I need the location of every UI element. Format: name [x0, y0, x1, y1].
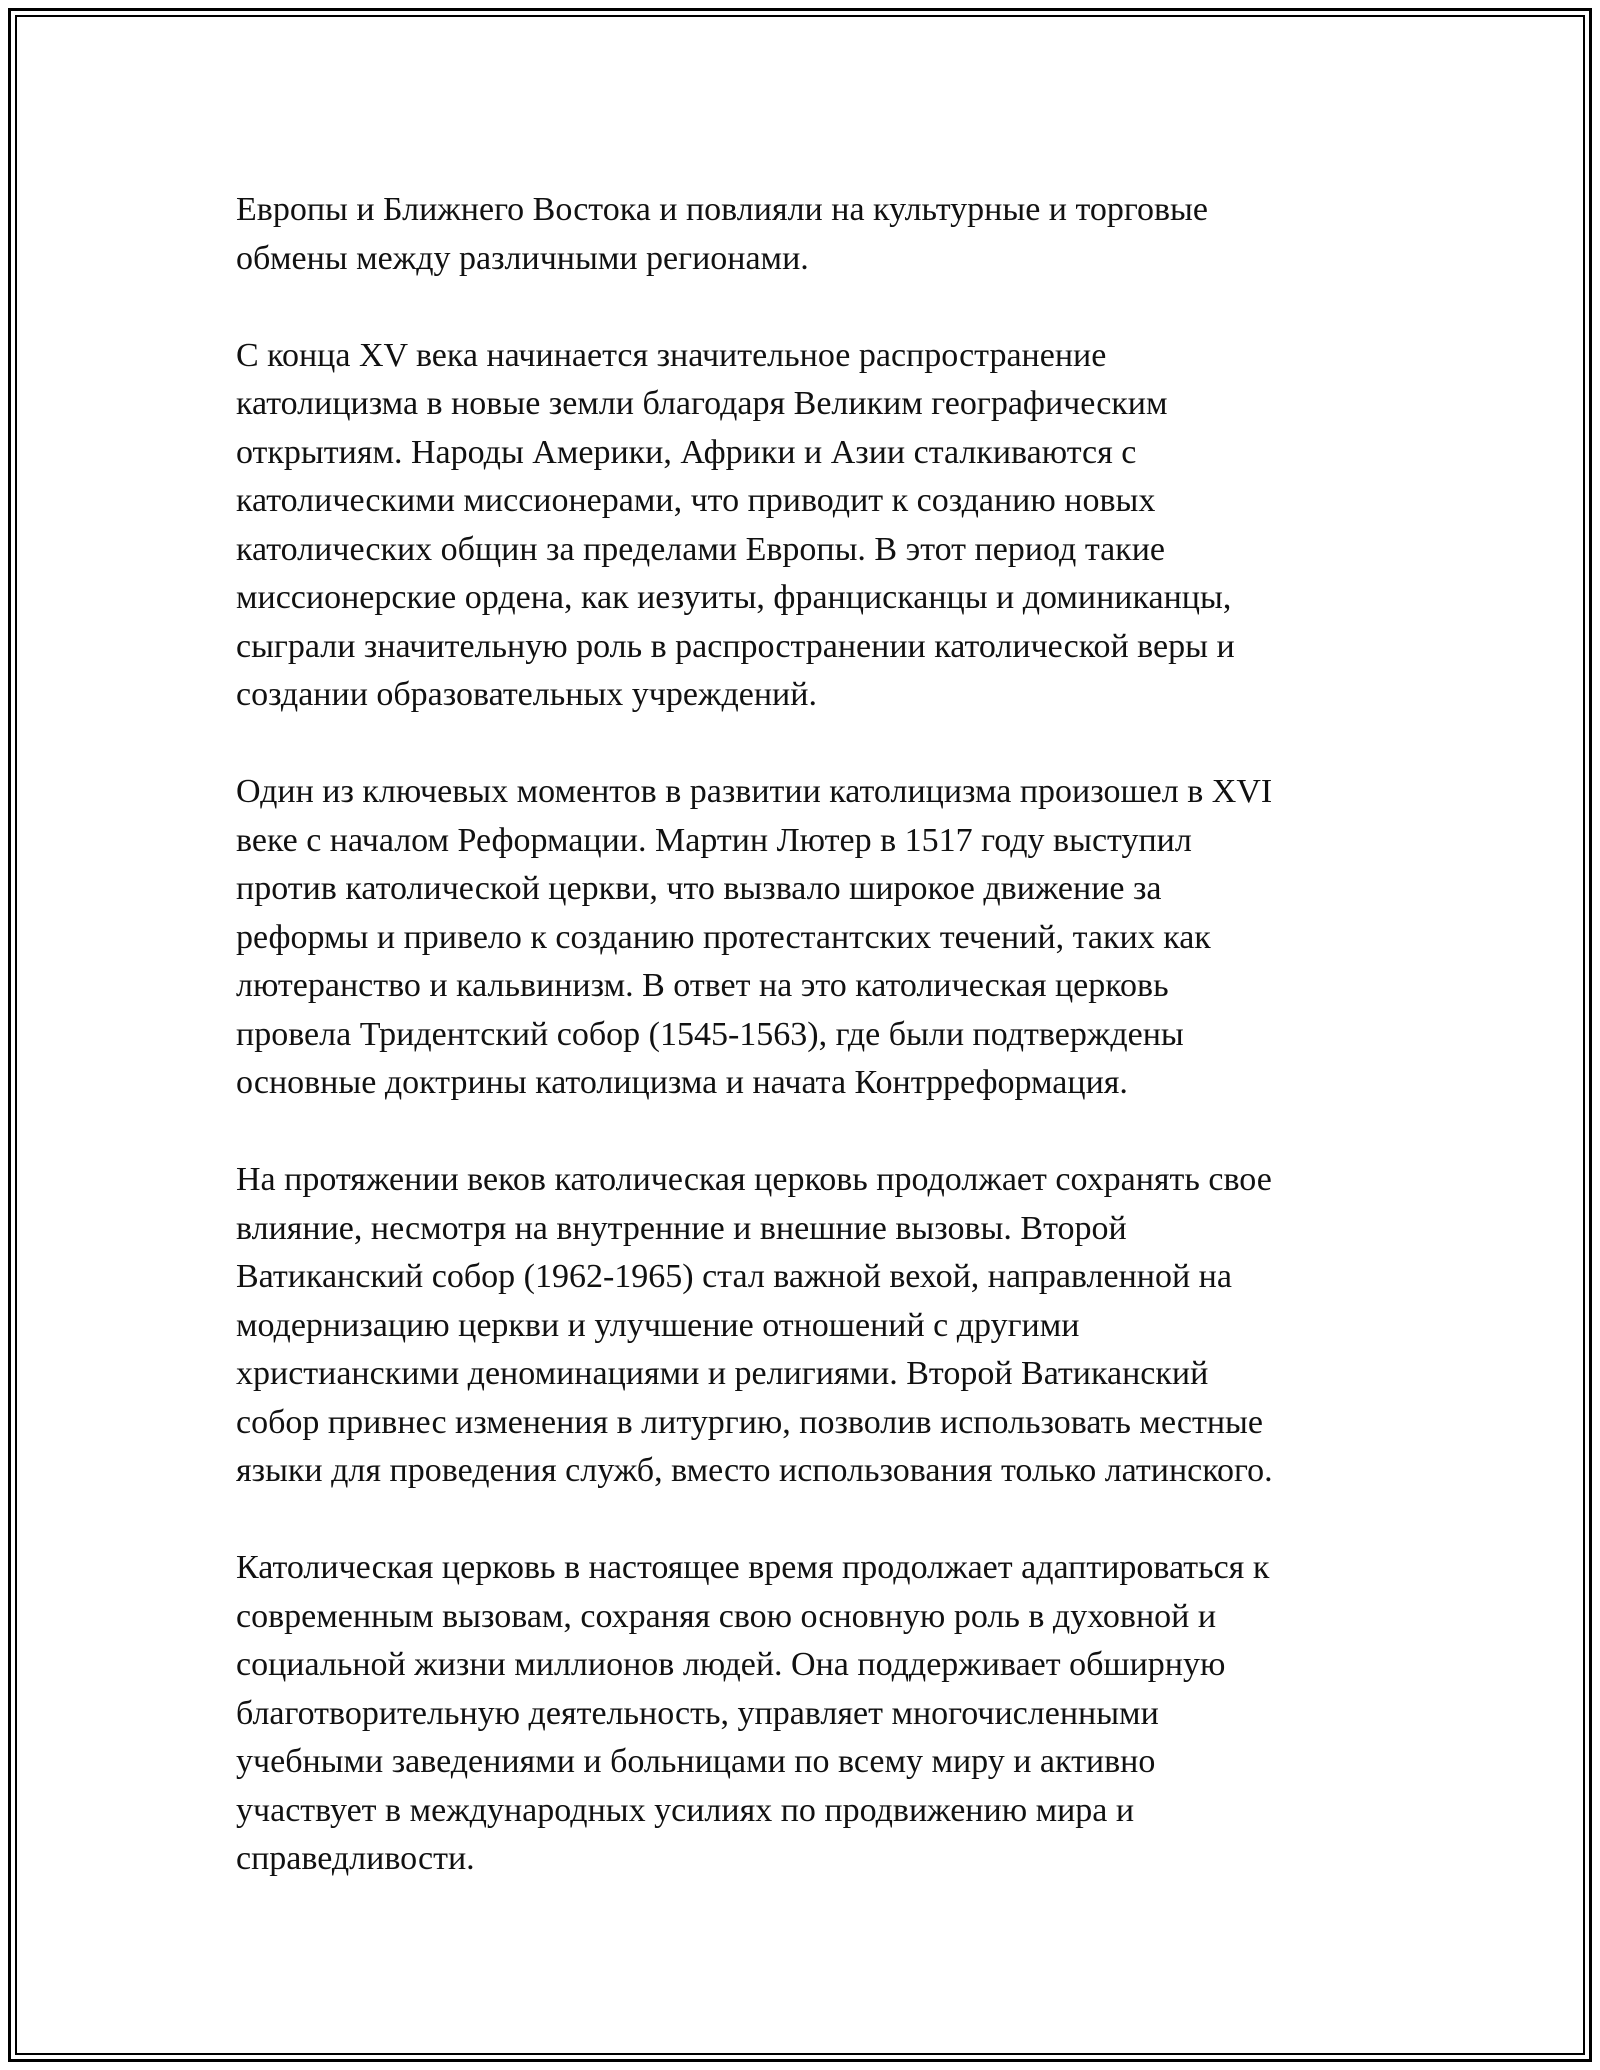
text-line: современным вызовам, сохраняя свою основную роль в духовной и [236, 1597, 1217, 1635]
text-line: участвует в международных усилиях по продвижению мира и [236, 1791, 1135, 1829]
text-line: влияние, несмотря на внутренние и внешние вызовы. Второй [236, 1209, 1127, 1247]
paragraph [236, 768, 1386, 1108]
text-line: Один из ключевых моментов в развитии католицизма произошел в XVI [236, 773, 1273, 810]
text-line: Ватиканский собор (1962-1965) стал важной вехой, направленной на [236, 1258, 1232, 1295]
text-line: Европы и Ближнего Востока и повлияли на культурные и торговые [236, 191, 1208, 228]
paragraph [236, 332, 1386, 720]
text-line: христианскими деноминациями и религиями. Второй Ватиканский [236, 1355, 1209, 1392]
text-line: благотворительную деятельность, управляет многочисленными [236, 1694, 1159, 1732]
text-line: создании образовательных учреждений. [236, 676, 817, 713]
text-line: На протяжении веков католическая церковь продолжает сохранять свое [236, 1161, 1272, 1198]
text-line: реформы и привело к созданию протестантских течений, таких как [236, 918, 1211, 956]
text-line: Католическая церковь в настоящее время продолжает адаптироваться к [236, 1549, 1270, 1586]
text-line: католическими миссионерами, что приводит к созданию новых [236, 482, 1156, 519]
text-line: веке с началом Реформации. Мартин Лютер в 1517 году выступил [236, 821, 1192, 859]
text-line: собор привнес изменения в литургию, позволив использовать местные [236, 1403, 1263, 1441]
text-line: провела Тридентский собор (1545-1563), где были подтверждены [236, 1015, 1184, 1053]
text-line: С конца XV века начинается значительное распространение [236, 336, 1107, 374]
paragraph [236, 186, 1386, 283]
text-line: сыграли значительную роль в распространении католической веры и [236, 627, 1235, 665]
text-line: открытиям. Народы Америки, Африки и Азии сталкиваются с [236, 433, 1137, 471]
text-line: модернизацию церкви и улучшение отношений с другими [236, 1306, 1080, 1344]
paragraph [236, 1544, 1386, 1884]
text-line: обмены между различными регионами. [236, 239, 809, 277]
text-line: учебными заведениями и больницами по всему миру и активно [236, 1743, 1156, 1780]
text-line: миссионерские ордена, как иезуиты, францисканцы и доминиканцы, [236, 579, 1232, 616]
text-line: социальной жизни миллионов людей. Она поддерживает обширную [236, 1646, 1226, 1683]
paragraph [236, 1156, 1386, 1496]
text-line: католических общин за пределами Европы. В этот период такие [236, 530, 1165, 568]
text-line: справедливости. [236, 1840, 475, 1877]
text-line: лютеранство и кальвинизм. В ответ на это католическая церковь [236, 967, 1169, 1004]
text-line: католицизма в новые земли благодаря Великим географическим [236, 385, 1168, 422]
text-line: против католической церкви, что вызвало широкое движение за [236, 870, 1162, 907]
document-body [236, 186, 1386, 1932]
text-line: языки для проведения служб, вместо использования только латинского. [236, 1452, 1273, 1489]
text-line: основные доктрины католицизма и начата Контрреформация. [236, 1064, 1128, 1101]
